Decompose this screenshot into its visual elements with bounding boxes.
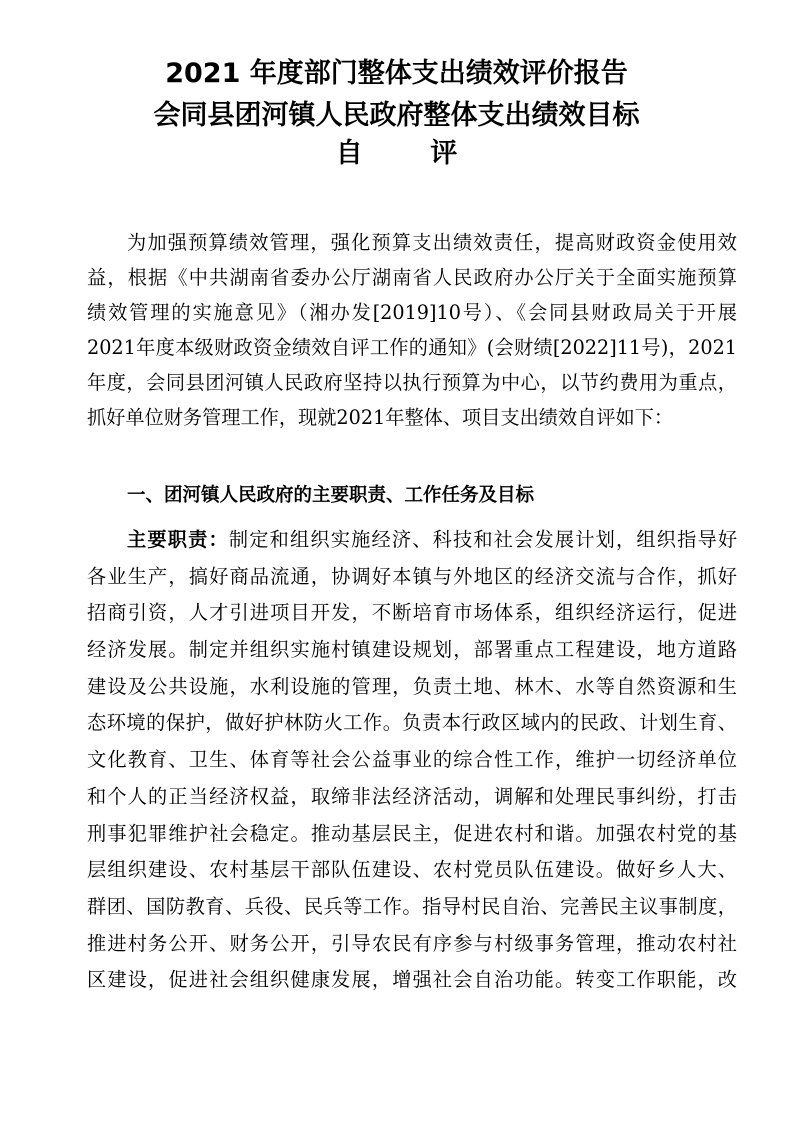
intro-line: 2021年度本级财政资金绩效自评工作的通知》(会财绩[2022]11号)，2021	[87, 336, 737, 359]
duties-line: 层组织建设、农村基层干部队伍建设、农村党员队伍建设。做好乡人大、	[87, 858, 737, 882]
intro-line: 益，根据《中共湖南省委办公厅湖南省人民政府办公厅关于全面实施预算	[87, 266, 737, 289]
section-heading: 一、团河镇人民政府的主要职责、工作任务及目标	[127, 485, 535, 506]
duties-line: 文化教育、卫生、体育等社会公益事业的综合性工作，维护一切经济单位	[87, 748, 737, 772]
intro-paragraph	[87, 225, 737, 435]
report-title-line-2: 会同县团河镇人民政府整体支出绩效目标	[153, 100, 640, 131]
report-title-line-3: 自 评	[335, 138, 458, 169]
duties-line: 建设及公共设施，水利设施的管理，负责土地、林木、水等自然资源和生	[87, 674, 737, 698]
duties-line: 群团、国防教育、兵役、民兵等工作。指导村民自治、完善民主议事制度，	[87, 894, 737, 918]
duties-first-line-text: 制定和组织实施经济、科技和社会发展计划，组织指导好	[228, 528, 738, 551]
intro-line: 绩效管理的实施意见》（湘办发[2019]10号）、《会同县财政局关于开展	[87, 301, 737, 324]
intro-line: 抓好单位财务管理工作，现就2021年整体、项目支出绩效自评如下：	[87, 406, 674, 429]
duties-line: 招商引资，人才引进项目开发，不断培育市场体系，组织经济运行，促进	[87, 601, 737, 625]
duties-lead-label: 主要职责：	[127, 528, 229, 551]
duties-paragraph	[87, 522, 737, 999]
duties-line: 各业生产，搞好商品流通，协调好本镇与外地区的经济交流与合作，抓好	[87, 564, 737, 588]
duties-line: 和个人的正当经济权益，取缔非法经济活动，调解和处理民事纠纷，打击	[87, 784, 737, 808]
intro-line: 年度，会同县团河镇人民政府坚持以执行预算为中心，以节约费用为重点，	[87, 371, 737, 394]
duties-line: 区建设，促进社会组织健康发展，增强社会自治功能。转变工作职能，改	[87, 968, 737, 992]
duties-line: 态环境的保护，做好护林防火工作。负责本行政区域内的民政、计划生育、	[87, 711, 737, 735]
duties-line: 推进村务公开、财务公开，引导农民有序参与村级事务管理，推动农村社	[87, 931, 737, 955]
duties-line: 经济发展。制定并组织实施村镇建设规划，部署重点工程建设，地方道路	[87, 638, 737, 662]
duties-first-line	[87, 522, 737, 559]
duties-line: 刑事犯罪维护社会稳定。推动基层民主，促进农村和谐。加强农村党的基	[87, 821, 737, 845]
intro-line: 为加强预算绩效管理，强化预算支出绩效责任，提高财政资金使用效	[127, 231, 737, 254]
report-title-line-1: 2021 年度部门整体支出绩效评价报告	[165, 58, 628, 89]
